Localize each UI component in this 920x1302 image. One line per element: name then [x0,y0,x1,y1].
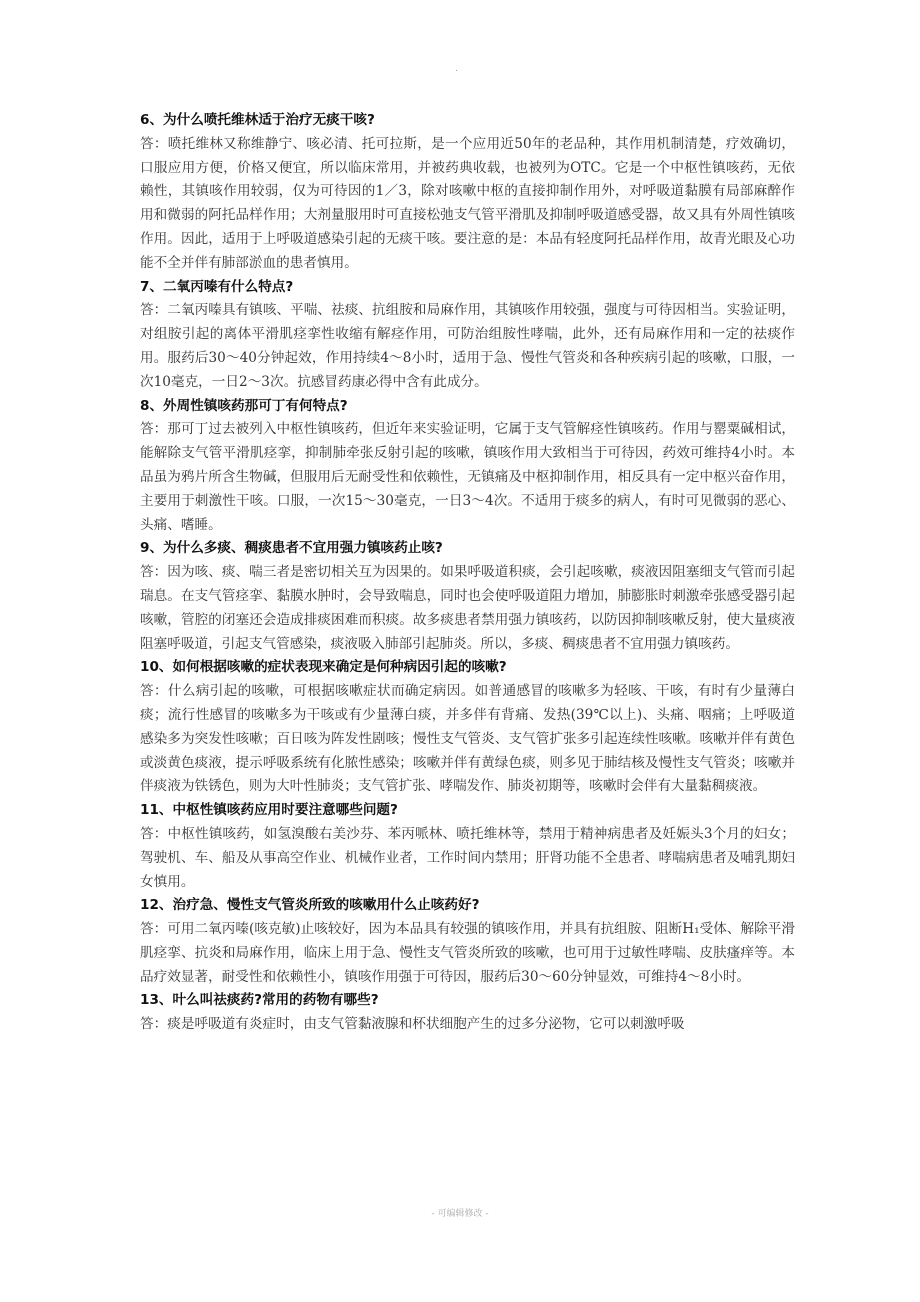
answer-8: 答：那可丁过去被列入中枢性镇咳药，但近年来实验证明，它属于支气管解痉性镇咳药。作用与罂粟碱相试，能解除支气管平滑肌痉挛，抑制肺牵张反射引起的咳嗽，镇咳作用大致相当于可待因，药效可维持4小时。本品虽为鸦片所含生物碱，但服用后无耐受性和依赖性，无镇痛及中枢抑制作用，相反具有一定中枢兴奋作用，主要用于刺激性干咳。口服，一次15～30毫克，一日3～4次。不适用于痰多的病人，有时可见微弱的恶心、头痛、嗜睡。 [140,421,795,533]
answer-12: 答：可用二氧丙嗪(咳克敏)止咳较好，因为本品具有较强的镇咳作用，并具有抗组胺、阻断H₁受体、解除平滑肌痉挛、抗炎和局麻作用，临床上用于急、慢性支气管炎所致的咳嗽，也可用于过敏性哮喘、皮肤瘙痒等。本品疗效显著，耐受性和依赖性小，镇咳作用强于可待因，服药后30～60分钟显效，可维持4～8小时。 [140,921,795,985]
question-7: 7、二氧丙嗪有什么特点? [140,278,294,295]
answer-9: 答：因为咳、痰、喘三者是密切相关互为因果的。如果呼吸道积痰，会引起咳嗽，痰液因阻塞细支气管而引起瑞息。在支气管痉挛、黏膜水肿时，会导致喘息，同时也会使呼吸道阻力增加，肺膨胀时刺激牵张感受器引起咳嗽，管腔的闭塞还会造成排痰困难而积痰。故多痰患者禁用强力镇咳药，以防因抑制咳嗽反射，使大量痰液阻塞呼吸道，引起支气管感染，痰液吸入肺部引起肺炎。所以，多痰、稠痰患者不宜用强力镇咳药。 [140,564,795,652]
question-10: 10、如何根据咳嗽的症状表现来确定是何种病因引起的咳嗽? [140,659,507,676]
question-11: 11、中枢性镇咳药应用时要注意哪些问题? [140,802,398,819]
answer-11: 答：中枢性镇咳药，如氢溴酸右美沙芬、苯丙哌林、喷托维林等，禁用于精神病患者及妊娠头3个月的妇女；驾驶机、车、船及从事高空作业、机械作业者，工作时间内禁用；肝肾功能不全患者、哮喘病患者及哺乳期妇女慎用。 [140,825,795,890]
top-mark: . [455,64,458,74]
question-8: 8、外周性镇咳药那可丁有何特点? [140,397,348,414]
question-12: 12、治疗急、慢性支气管炎所致的咳嗽用什么止咳药好? [140,897,480,914]
page-footer: - 可编辑修改 - [431,1209,489,1219]
answer-6: 答：喷托维林又称维静宁、咳必清、托可拉斯，是一个应用近50年的老品种，其作用机制清楚，疗效确切，口服应用方便，价格又便宜，所以临床常用，并被药典收载，也被列为OTC。它是一个中枢性镇咳药，无依赖性，其镇咳作用较弱，仅为可待因的1／3，除对咳嗽中枢的直接抑制作用外，对呼吸道黏膜有局部麻醉作用和微弱的阿托品样作用；大剂量服用时可直接松弛支气管平滑肌及抑制呼吸道感受器，故又具有外周性镇咳作用。因此，适用于上呼吸道感染引起的无痰干咳。要注意的是：本品有轻度阿托品样作用，故青光眼及心功能不全并伴有肺部淤血的患者慎用。 [140,135,795,271]
document-body [140,109,795,1037]
answer-7: 答：二氧丙嗪具有镇咳、平喘、祛痰、抗组胺和局麻作用，其镇咳作用较强，强度与可待因相当。实验证明，对组胺引起的离体平滑肌痉挛性收缩有解痉作用，可防治组胺性哮喘，此外，还有局麻作用和一定的祛痰作用。服药后30～40分钟起效，作用持续4～8小时，适用于急、慢性气管炎和各种疾病引起的咳嗽，口服，一次10毫克，一日2～3次。抗感冒药康必得中含有此成分。 [140,302,795,390]
answer-13: 答：痰是呼吸道有炎症时，由支气管黏液腺和杯状细胞产生的过多分泌物，它可以刺激呼吸 [140,1016,685,1033]
answer-10: 答：什么病引起的咳嗽，可根据咳嗽症状而确定病因。如普通感冒的咳嗽多为轻咳、干咳，有时有少量薄白痰；流行性感冒的咳嗽多为干咳或有少量薄白痰，并多伴有背痛、发热(39℃以上)、头痛、咽痛；上呼吸道感染多为突发性咳嗽；百日咳为阵发性剧咳；慢性支气管炎、支气管扩张多引起连续性咳嗽。咳嗽并伴有黄色或淡黄色痰液，提示呼吸系统有化脓性感染；咳嗽并伴有黄绿色痰，则多见于肺结核及慢性支气管炎；咳嗽并伴痰液为铁锈色，则为大叶性肺炎；支气管扩张、哮喘发作、肺炎初期等，咳嗽时会伴有大量黏稠痰液。 [140,683,795,795]
question-13: 13、叶么叫祛痰药?常用的药物有哪些? [140,992,379,1009]
question-9: 9、为什么多痰、稠痰患者不宜用强力镇咳药止咳? [140,540,443,557]
question-6: 6、为什么喷托维林适于治疗无痰干咳? [140,112,375,128]
